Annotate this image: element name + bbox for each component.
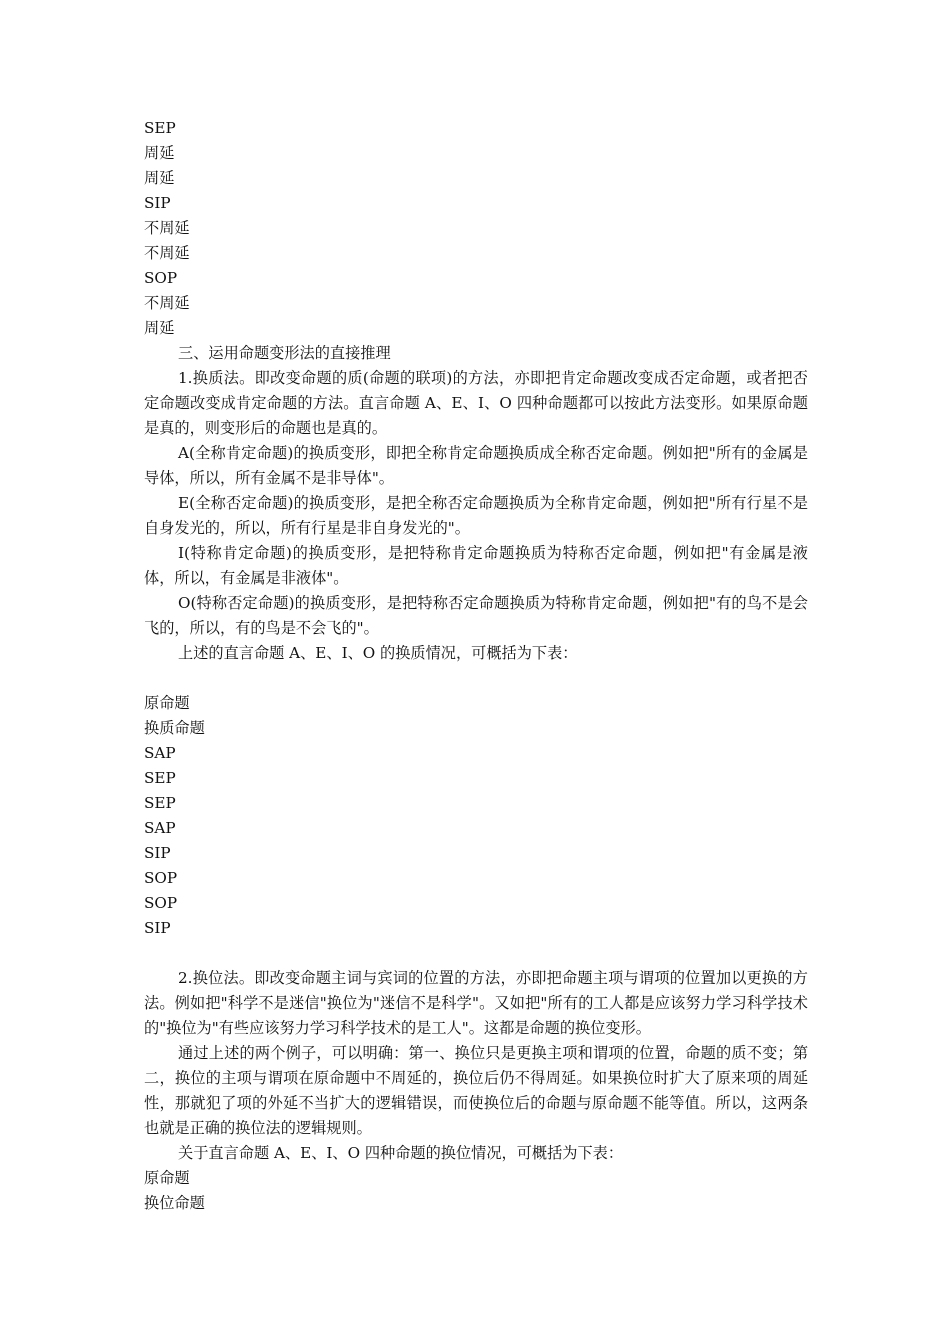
table-cell: 不周延 — [144, 244, 190, 262]
table-cell: 周延 — [144, 169, 175, 187]
paragraph-e-obversion: E(全称否定命题)的换质变形，是把全称否定命题换质为全称肯定命题，例如把"所有行星不是自身发光的，所以，所有行星是非自身发光的"。 — [144, 494, 808, 537]
table-cell: SAP — [144, 819, 176, 837]
section-heading: 三、运用命题变形法的直接推理 — [178, 344, 391, 362]
paragraph-summary-obversion: 上述的直言命题 A、E、I、O 的换质情况，可概括为下表： — [178, 644, 578, 662]
table-cell: SOP — [144, 869, 178, 887]
paragraph-conversion: 2.换位法。即改变命题主词与宾词的位置的方法，亦即把命题主项与谓项的位置加以更换的方法。例如把"科学不是迷信"换位为"迷信不是科学"。又如把"所有的工人都是应该努力学习科学技术的"换位为"有些应该努力学习科学技术的是工人"。这都是命题的换位变形。 — [144, 969, 808, 1037]
table-cell: SAP — [144, 744, 176, 762]
table-cell: 周延 — [144, 144, 175, 162]
paragraph-i-obversion: I(特称肯定命题)的换质变形，是把特称肯定命题换质为特称否定命题，例如把"有金属是液体，所以，有金属是非液体"。 — [144, 544, 808, 587]
table-cell: SIP — [144, 194, 171, 212]
table-cell: 周延 — [144, 319, 175, 337]
table-cell: SIP — [144, 919, 171, 937]
table-cell: SIP — [144, 844, 171, 862]
table-cell: SOP — [144, 894, 178, 912]
table-header: 换位命题 — [144, 1194, 205, 1212]
table-cell: SOP — [144, 269, 178, 287]
table-cell: 不周延 — [144, 219, 190, 237]
table-cell: 不周延 — [144, 294, 190, 312]
paragraph-conversion-rules: 通过上述的两个例子，可以明确：第一、换位只是更换主项和谓项的位置，命题的质不变；第二，换位的主项与谓项在原命题中不周延的，换位后仍不得周延。如果换位时扩大了原来项的周延性，那就犯了项的外延不当扩大的逻辑错误，而使换位后的命题与原命题不能等值。所以，这两条也就是正确的换位法的逻辑规则。 — [144, 1044, 808, 1137]
table-header: 换质命题 — [144, 719, 205, 737]
document-page — [144, 116, 808, 1216]
table-cell: SEP — [144, 794, 176, 812]
paragraph-obversion: 1.换质法。即改变命题的质(命题的联项)的方法，亦即把肯定命题改变成否定命题，或者把否定命题改变成肯定命题的方法。直言命题 A、E、I、O 四种命题都可以按此方法变形。如果原命题是真的，则变形后的命题也是真的。 — [144, 369, 808, 437]
table-cell: SEP — [144, 769, 176, 787]
table-header: 原命题 — [144, 694, 190, 712]
paragraph-a-obversion: A(全称肯定命题)的换质变形，即把全称肯定命题换质成全称否定命题。例如把"所有的金属是导体，所以，所有金属不是非导体"。 — [144, 444, 808, 487]
paragraph-summary-conversion: 关于直言命题 A、E、I、O 四种命题的换位情况，可概括为下表： — [178, 1144, 624, 1162]
table-header: 原命题 — [144, 1169, 190, 1187]
paragraph-o-obversion: O(特称否定命题)的换质变形，是把特称否定命题换质为特称肯定命题，例如把"有的鸟不是会飞的，所以，有的鸟是不会飞的"。 — [144, 594, 808, 637]
table-cell: SEP — [144, 119, 176, 137]
